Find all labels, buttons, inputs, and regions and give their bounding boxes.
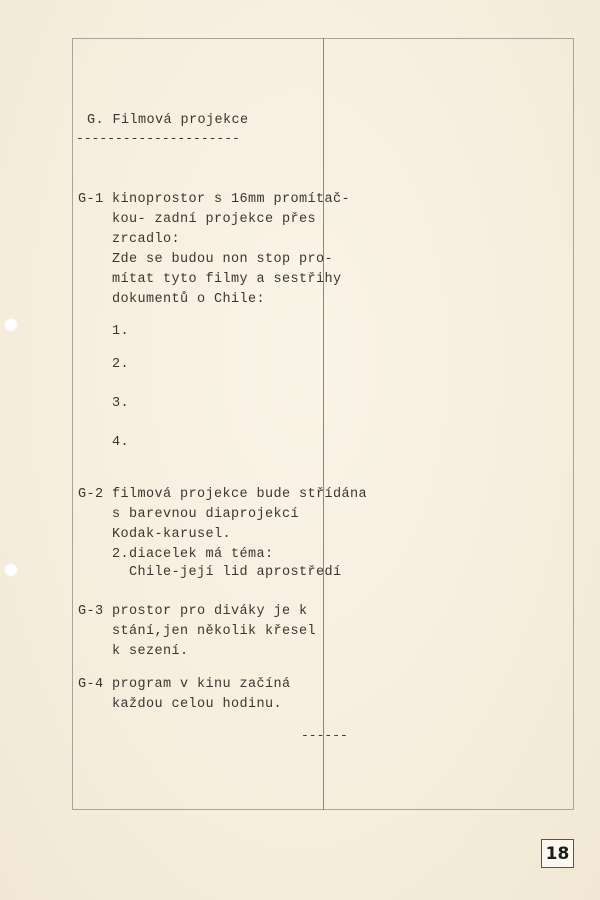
list-number: 1. — [112, 324, 130, 339]
item-code: G-1 — [78, 192, 104, 207]
item-line: zrcadlo: — [112, 232, 181, 247]
list-number: 4. — [112, 435, 130, 450]
item-line: dokumentů o Chile: — [112, 292, 266, 307]
column-divider — [323, 38, 324, 810]
item-line: 2.diacelek má téma: — [112, 547, 274, 562]
section-heading: G. Filmová projekce — [87, 113, 249, 128]
punch-hole-lower — [4, 563, 18, 577]
section-heading-underline: --------------------- — [76, 131, 240, 146]
list-number: 3. — [112, 396, 130, 411]
item-line: prostor pro diváky je k — [112, 604, 308, 619]
item-line: Kodak-karusel. — [112, 527, 232, 542]
item-line: kinoprostor s 16mm promítač- — [112, 192, 351, 207]
item-code: G-3 — [78, 604, 104, 619]
item-line: Chile-její lid aprostředí — [112, 565, 342, 580]
item-line: Zde se budou non stop pro- — [112, 252, 334, 267]
list-number: 2. — [112, 357, 130, 372]
item-line: k sezení. — [112, 644, 189, 659]
item-code: G-2 — [78, 487, 104, 502]
item-line: program v kinu začíná — [112, 677, 291, 692]
item-line: s barevnou diaprojekcí — [112, 507, 300, 522]
page-number: 18 — [541, 839, 574, 868]
item-line: každou celou hodinu. — [112, 697, 283, 712]
item-code: G-4 — [78, 677, 104, 692]
item-line: stání,jen několik křesel — [112, 624, 317, 639]
punch-hole-upper — [4, 318, 18, 332]
end-mark: ------ — [301, 728, 348, 743]
item-line: kou- zadní projekce přes — [112, 212, 317, 227]
item-line: mítat tyto filmy a sestřihy — [112, 272, 342, 287]
item-line: filmová projekce bude střídána — [112, 487, 368, 502]
